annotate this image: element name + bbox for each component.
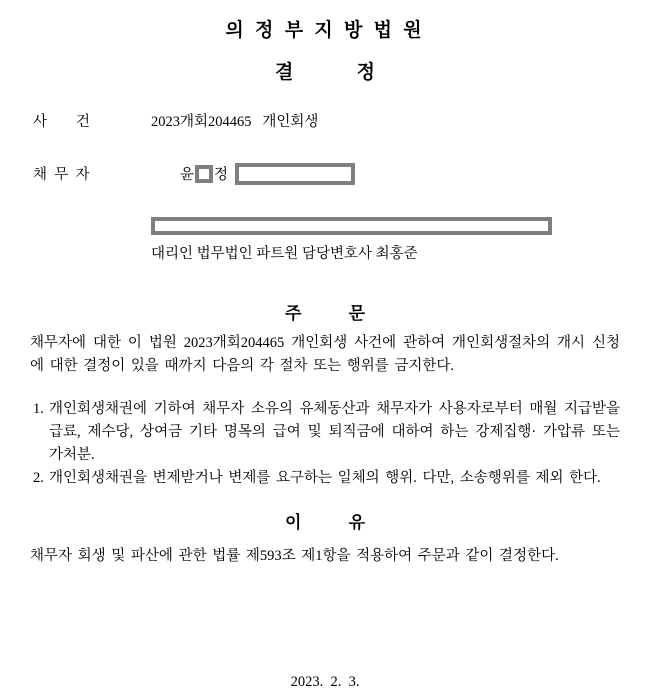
court-name-title: 의 정 부 지 방 법 원 bbox=[225, 20, 425, 41]
document-type-title: 결 정 bbox=[274, 62, 376, 83]
attorney-line: 대리인 법무법인 파트원 담당변호사 최홍준 bbox=[151, 246, 418, 262]
order-item-1 bbox=[33, 398, 620, 467]
debtor-name bbox=[151, 139, 355, 211]
redaction-box-short bbox=[235, 163, 355, 185]
order-item-2-text: 개인회생채권을 변제받거나 변제를 요구하는 일체의 행위. 다만, 소송행위를 제외 한다. bbox=[49, 470, 601, 486]
debtor-row bbox=[30, 139, 620, 211]
debtor-name-first: 윤 bbox=[180, 167, 195, 183]
reason-paragraph: 채무자 회생 및 파산에 관한 법률 제593조 제1항을 적용하여 주문과 같이 결정한다. bbox=[30, 548, 559, 564]
debtor-label: 채 무 자 bbox=[33, 167, 90, 183]
redacted-address-row bbox=[30, 216, 620, 237]
debtor-name-last: 정 bbox=[214, 167, 229, 183]
case-label: 사 건 bbox=[33, 114, 91, 130]
order-paragraph: 채무자에 대한 이 법원 2023개회204465 개인회생 사건에 관하여 개인회생절차의 개시 신청에 대한 결정이 있을 때까지 다음의 각 절차 또는 행위를 금지한다. bbox=[30, 335, 620, 374]
order-item-1-text: 개인회생채권에 기하여 채무자 소유의 유체동산과 채무자가 사용자로부터 매월 지급받을 급료, 제수당, 상여금 기타 명목의 급여 및 퇴직금에 대하여 하는 강제집행· 가압류 또는 가처분. bbox=[49, 401, 620, 463]
order-item-1-number: 1. bbox=[33, 401, 44, 417]
order-item-2-number: 2. bbox=[33, 470, 44, 486]
order-item-list bbox=[30, 398, 620, 490]
case-number-row bbox=[30, 110, 620, 134]
redaction-box-long bbox=[151, 217, 552, 235]
redaction-box-name-character bbox=[195, 165, 213, 183]
order-section-heading: 주 문 bbox=[284, 304, 366, 323]
reason-section-heading: 이 유 bbox=[284, 513, 366, 532]
case-number-value: 2023개회204465 개인회생 bbox=[151, 114, 319, 130]
decision-date: 2023. 2. 3. bbox=[290, 674, 360, 690]
attorney-row bbox=[30, 242, 620, 266]
order-item-2 bbox=[33, 467, 620, 490]
case-info-block bbox=[30, 110, 620, 266]
